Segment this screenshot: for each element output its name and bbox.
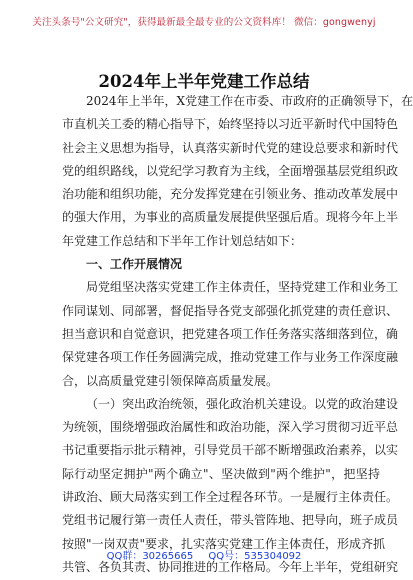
text-line: 的强大作用，为事业的高质量发展提供坚强后盾。现将今年上半	[62, 210, 399, 225]
text-line: 年党建工作总结和下半年工作计划总结如下：	[62, 233, 303, 248]
text-line: 按照"一岗双责"要求，扎实落实党建工作主体责任，形成齐抓	[62, 536, 386, 551]
footer-qq-number: QQ号：535304092	[208, 551, 302, 562]
document-title: 2024年上半年党建工作总结	[98, 72, 310, 91]
header-banner: 关注头条号"公文研究"，获得最新最全最专业的公文资料库！ 微信：gongwenyj	[32, 17, 376, 28]
text-line: 担当意识和自觉意识，把党建各项工作任务落实落细落到位，确	[62, 326, 399, 341]
text-line: 社会主义思想为指导，认真落实新时代党的建设总要求和新时代	[62, 140, 399, 155]
text-line: 为统领，围绕增强政治属性和政治功能，深入学习贯彻习近平总	[62, 420, 399, 435]
text-line: 合，以高质量党建引领保障高质量发展。	[62, 373, 279, 388]
footer-qq-group: QQ群：30265665	[106, 551, 194, 562]
text-line: 党的组织路线，以党纪学习教育为主线，全面增强基层党组织政	[62, 163, 399, 178]
text-line: 际行动坚定拥护"两个确立"、坚决做到"两个维护"，把坚持	[62, 466, 380, 481]
text-line: 局党组坚决落实党建工作主体责任，坚持党建工作和业务工	[86, 280, 399, 295]
text-line: 讲政治、顾大局落实到工作全过程各环节。一是履行主体责任。	[62, 490, 399, 505]
text-line: 治功能和组织功能，充分发挥党建在引领业务、推动改革发展中	[62, 187, 399, 202]
text-line: 保党建各项工作任务圆满完成，推动党建工作与业务工作深度融	[62, 350, 399, 365]
text-line: 市直机关工委的精心指导下，始终坚持以习近平新时代中国特色	[62, 117, 399, 132]
text-line: 党组书记履行第一责任人责任，带头管阵地、把导向，班子成员	[62, 513, 399, 528]
text-line: 书记重要指示批示精神，引导党员干部不断增强政治素养，以实	[62, 443, 399, 458]
text-line: （一）突出政治统领，强化政治机关建设。以党的政治建设	[86, 396, 399, 411]
text-line: 共管、各负其责、协同推进的工作格局。今年上半年，党组研究	[62, 559, 399, 574]
text-line: 作同谋划、同部署，督促指导各党支部强化抓党建的责任意识、	[62, 303, 399, 318]
footer-contact	[0, 547, 408, 562]
section-heading: 一、工作开展情况	[86, 257, 183, 272]
document-body	[62, 90, 413, 579]
text-line: 2024年上半年，X党建工作在市委、市政府的正确领导下，在	[86, 94, 413, 108]
